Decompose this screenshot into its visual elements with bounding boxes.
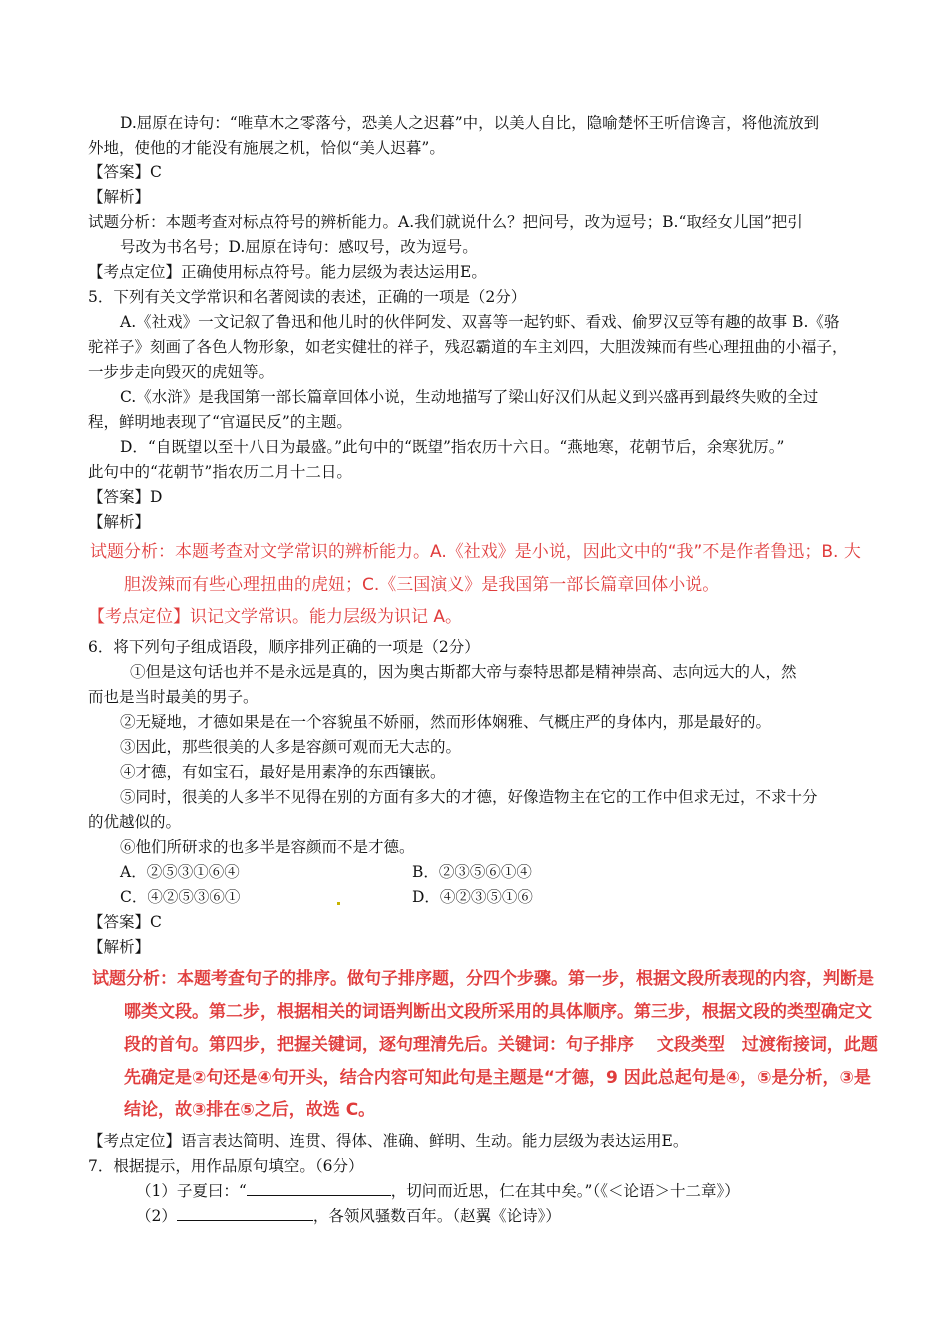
q6-option-a: A．②⑤③①⑥④ — [120, 863, 240, 881]
q6-sentence-5-line2: 的优越似的。 — [88, 813, 182, 831]
q6-option-b: B．②③⑤⑥①④ — [412, 863, 532, 881]
q7-item-2-blank[interactable] — [177, 1206, 313, 1221]
q6-analysis-line3: 段的首句。第四步，把握关键词，逐句理清先后。关键词：句子排序 文段类型 过渡衔接词，此题 — [124, 1035, 878, 1055]
q6-sentence-5-line1: ⑤同时，很美的人多半不见得在别的方面有多大的才德，好像造物主在它的工作中但求无过，不求十分 — [120, 788, 818, 806]
q5-answer: 【答案】D — [88, 488, 163, 506]
q6-option-d: D．④②③⑤①⑥ — [412, 888, 533, 906]
q5-analysis-line2: 胆泼辣而有些心理扭曲的虎妞；C.《三国演义》是我国第一部长篇章回体小说。 — [124, 575, 720, 595]
q7-item-1-suffix: ，切问而近思，仁在其中矣。”（《＜论语＞十二章》） — [390, 1182, 740, 1200]
q5-option-c-line2: 程，鲜明地表现了“官逼民反”的主题。 — [88, 413, 352, 431]
q6-point: 【考点定位】语言表达简明、连贯、得体、准确、鲜明、生动。能力层级为表达运用E。 — [88, 1132, 689, 1150]
q4-answer: 【答案】C — [88, 163, 162, 181]
q7-item-2-prefix: （2） — [136, 1207, 177, 1225]
q4-analysis-line1: 试题分析：本题考查对标点符号的辨析能力。A.我们就说什么？把问号，改为逗号；B.“取经女儿国”把引 — [88, 213, 803, 231]
q4-point: 【考点定位】正确使用标点符号。能力层级为表达运用E。 — [88, 263, 487, 281]
q5-option-d-line1: D．“自既望以至十八日为最盛。”此句中的“既望”指农历十六日。“燕地寒，花朝节后，余寒犹厉。” — [120, 438, 785, 456]
q6-sentence-1-line1: ①但是这句话也并不是永远是真的，因为奥古斯都大帝与泰特思都是精神崇高、志向远大的人，然 — [130, 663, 797, 681]
q6-sentence-2: ②无疑地，才德如果是在一个容貌虽不娇丽，然而形体娴雅、气概庄严的身体内，那是最好的。 — [120, 713, 772, 731]
q5-option-a-line1: A.《社戏》一文记叙了鲁迅和他儿时的伙伴阿发、双喜等一起钓虾、看戏、偷罗汉豆等有趣的故事 B.《骆 — [120, 313, 840, 331]
q7-stem: 7．根据提示，用作品原句填空。（6分） — [88, 1157, 364, 1175]
q7-item-2-suffix: ，各领风骚数百年。（赵翼《论诗》） — [312, 1207, 561, 1225]
q6-analysis-line4: 先确定是②句还是④句开头，结合内容可知此句是主题是“才德，9 因此总起句是④，⑤是分析，③是 — [124, 1068, 871, 1088]
q7-item-1-prefix: （1）子夏曰：“ — [136, 1182, 247, 1200]
q4-analysis-line2: 号改为书名号；D.屈原在诗句：感叹号，改为逗号。 — [120, 238, 478, 256]
q5-option-c-line1: C.《水浒》是我国第一部长篇章回体小说，生动地描写了梁山好汉们从起义到兴盛再到最终失败的全过 — [120, 388, 819, 406]
q6-sentence-3: ③因此，那些很美的人多是容颜可观而无大志的。 — [120, 738, 462, 756]
q6-analysis-line2: 哪类文段。第二步，根据相关的词语判断出文段所采用的具体顺序。第三步，根据文段的类型确定文 — [124, 1002, 872, 1022]
q4-option-d-line1: D.屈原在诗句：“唯草木之零落兮，恐美人之迟暮”中，以美人自比，隐喻楚怀王听信谗言，将他流放到 — [120, 114, 820, 132]
q6-sentence-6: ⑥他们所研求的也多半是容颜而不是才德。 — [120, 838, 415, 856]
q7-item-1 — [136, 1180, 740, 1202]
q6-sentence-4: ④才德，有如宝石，最好是用素净的东西镶嵌。 — [120, 763, 446, 781]
q6-answer: 【答案】C — [88, 913, 162, 931]
q4-analysis-label: 【解析】 — [88, 188, 151, 206]
q7-item-1-blank[interactable] — [247, 1181, 391, 1196]
q6-option-c: C．④②⑤③⑥① — [120, 888, 241, 906]
q6-stem: 6．将下列句子组成语段，顺序排列正确的一项是（2分） — [88, 638, 480, 656]
q6-sentence-1-line2: 而也是当时最美的男子。 — [88, 688, 259, 706]
q5-option-a-line2: 驼祥子》刻画了各色人物形象，如老实健壮的祥子，残忍霸道的车主刘四，大胆泼辣而有些心理扭曲的小福子， — [88, 338, 848, 356]
q6-analysis-line5: 结论，故③排在⑤之后，故选 C。 — [124, 1100, 376, 1120]
q7-item-2 — [136, 1205, 561, 1227]
q5-stem: 5．下列有关文学常识和名著阅读的表述，正确的一项是（2分） — [88, 288, 527, 306]
q6-analysis-line1: 试题分析：本题考查句子的排序。做句子排序题，分四个步骤。第一步，根据文段所表现的内容，判断是 — [92, 969, 874, 989]
q5-analysis-label: 【解析】 — [88, 513, 151, 531]
q5-option-a-line3: 一步步走向毁灭的虎妞等。 — [88, 363, 275, 381]
stray-dot — [337, 902, 340, 905]
q4-option-d-line2: 外地，使他的才能没有施展之机，恰似“美人迟暮”。 — [88, 139, 445, 157]
q5-point: 【考点定位】识记文学常识。能力层级为识记 A。 — [88, 607, 463, 627]
q5-analysis-line1: 试题分析：本题考查对文学常识的辨析能力。A.《社戏》是小说，因此文中的“我”不是作者鲁迅；B. 大 — [90, 542, 861, 562]
q6-analysis-label: 【解析】 — [88, 938, 151, 956]
q5-option-d-line2: 此句中的“花朝节”指农历二月十二日。 — [88, 463, 352, 481]
